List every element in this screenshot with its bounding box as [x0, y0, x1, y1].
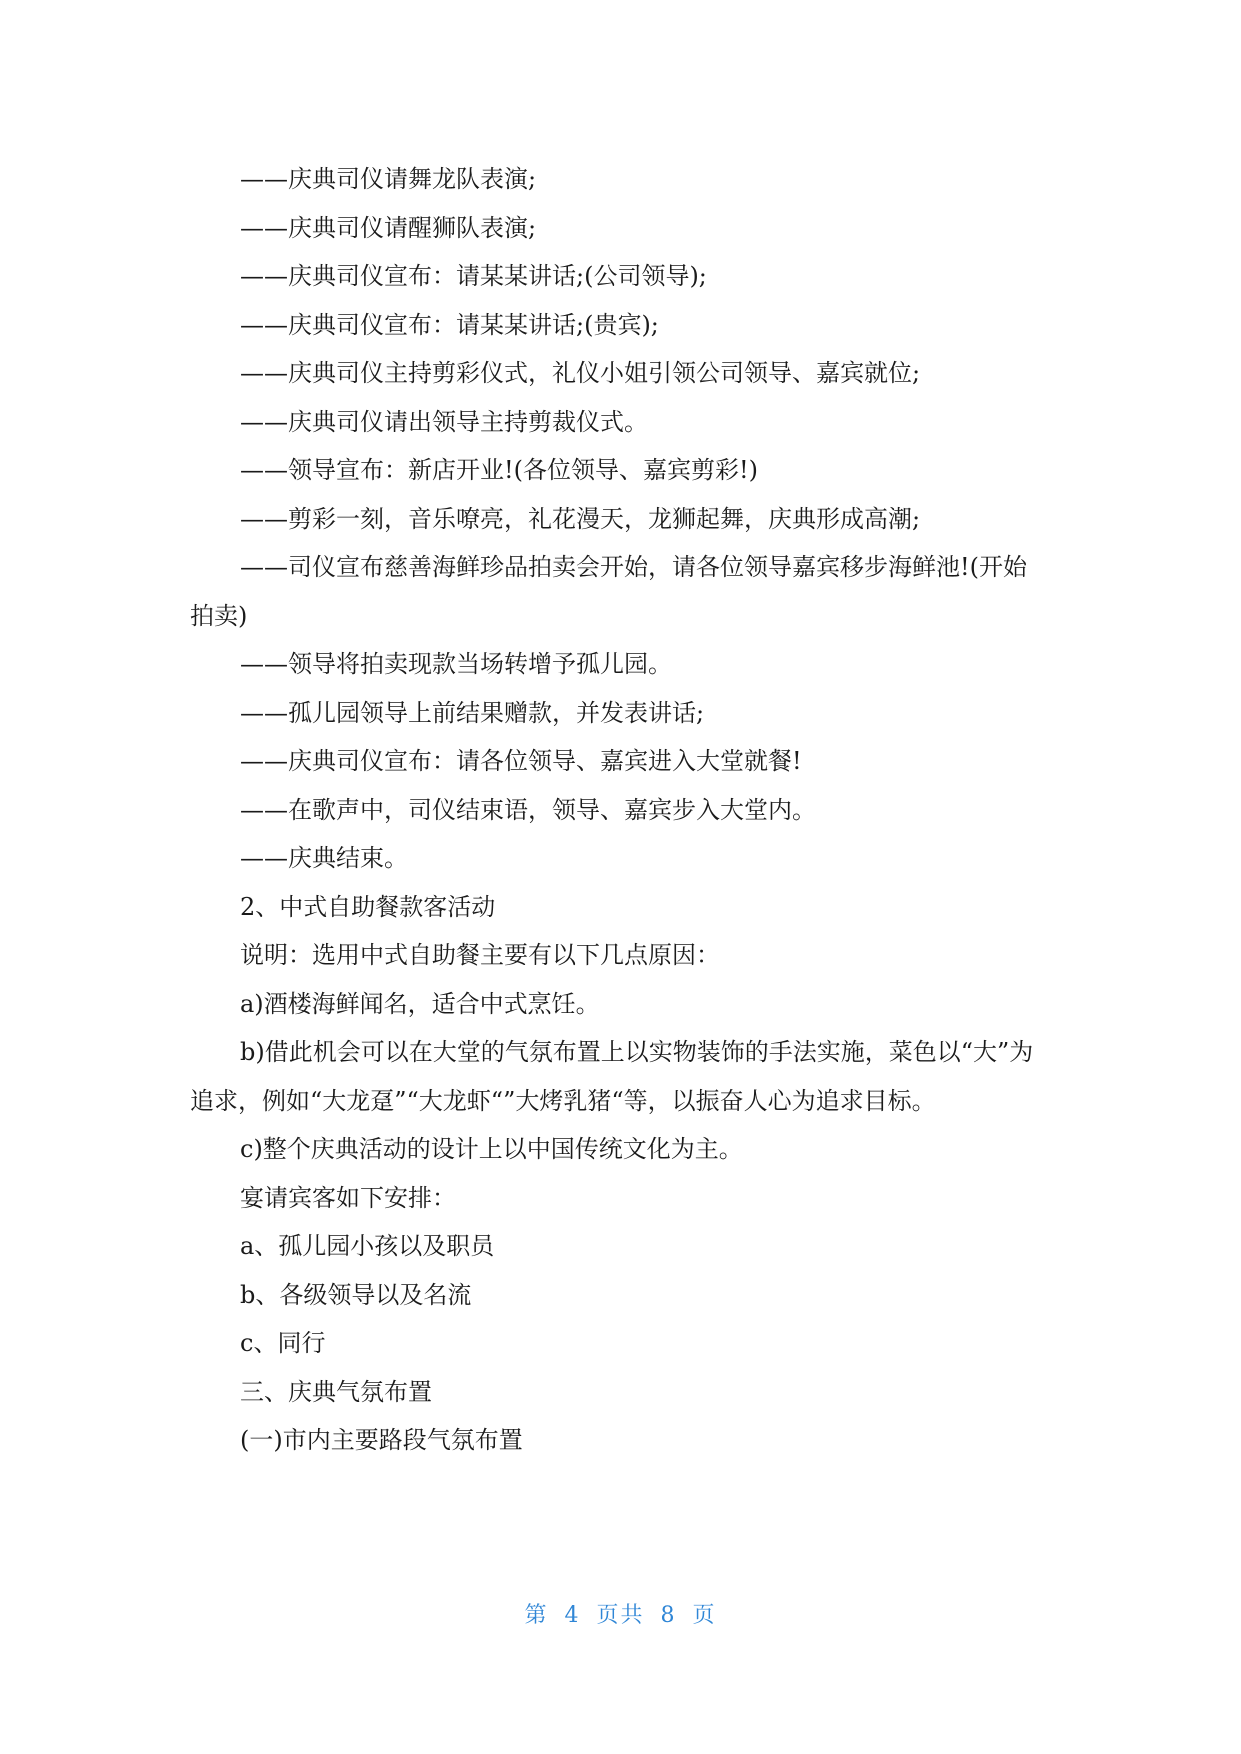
paragraph: ——庆典司仪主持剪彩仪式，礼仪小姐引领公司领导、嘉宾就位; — [240, 359, 921, 387]
paragraph: 宴请宾客如下安排： — [240, 1183, 456, 1212]
paragraph: ——领导将拍卖现款当场转增予孤儿园。 — [240, 650, 672, 678]
list-item: b、各级领导以及名流 — [240, 1280, 472, 1309]
list-item: b)借此机会可以在大堂的气氛布置上以实物装饰的手法实施，菜色以“大”为追求，例如“大龙趸”“大龙虾“”大烤乳猪“等，以振奋人心为追求目标。 — [190, 1038, 1034, 1115]
paragraph: ——庆典司仪请舞龙队表演; — [240, 165, 537, 193]
paragraph: ——庆典司仪宣布：请各位领导、嘉宾进入大堂就餐! — [240, 747, 802, 775]
paragraph: ——孤儿园领导上前结果赠款，并发表讲话; — [240, 698, 705, 727]
page-label-prefix: 第 — [524, 1603, 549, 1628]
list-item: a、孤儿园小孩以及职员 — [240, 1232, 495, 1260]
current-page-number: 4 — [564, 1603, 581, 1628]
page-label-mid: 页共 — [596, 1603, 645, 1628]
section-heading: 三、庆典气氛布置 — [240, 1377, 432, 1406]
list-item: c)整个庆典活动的设计上以中国传统文化为主。 — [240, 1135, 743, 1163]
paragraph: ——庆典司仪请醒狮队表演; — [240, 213, 537, 242]
paragraph: ——庆典结束。 — [240, 844, 408, 872]
paragraph: ——剪彩一刻，音乐嘹亮，礼花漫天，龙狮起舞，庆典形成高潮; — [240, 504, 921, 533]
list-item: a)酒楼海鲜闻名，适合中式烹饪。 — [240, 989, 600, 1018]
paragraph: ——庆典司仪宣布：请某某讲话;(公司领导); — [240, 262, 707, 290]
list-item: c、同行 — [240, 1329, 326, 1357]
document-body — [190, 155, 1040, 1465]
subsection-heading: (一)市内主要路段气氛布置 — [240, 1426, 523, 1454]
paragraph: 说明：选用中式自助餐主要有以下几点原因： — [240, 941, 720, 969]
page-label-suffix: 页 — [692, 1603, 717, 1628]
paragraph: ——领导宣布：新店开业!(各位领导、嘉宾剪彩!) — [240, 456, 759, 484]
paragraph: ——在歌声中，司仪结束语，领导、嘉宾步入大堂内。 — [240, 795, 816, 824]
section-heading: 2、中式自助餐款客活动 — [240, 892, 496, 921]
paragraph: ——庆典司仪请出领导主持剪裁仪式。 — [240, 407, 648, 436]
paragraph: ——庆典司仪宣布：请某某讲话;(贵宾); — [240, 310, 659, 339]
paragraph: ——司仪宣布慈善海鲜珍品拍卖会开始，请各位领导嘉宾移步海鲜池!(开始拍卖) — [190, 553, 1028, 630]
page-number-footer — [0, 1598, 1241, 1629]
total-pages-number: 8 — [660, 1603, 677, 1628]
